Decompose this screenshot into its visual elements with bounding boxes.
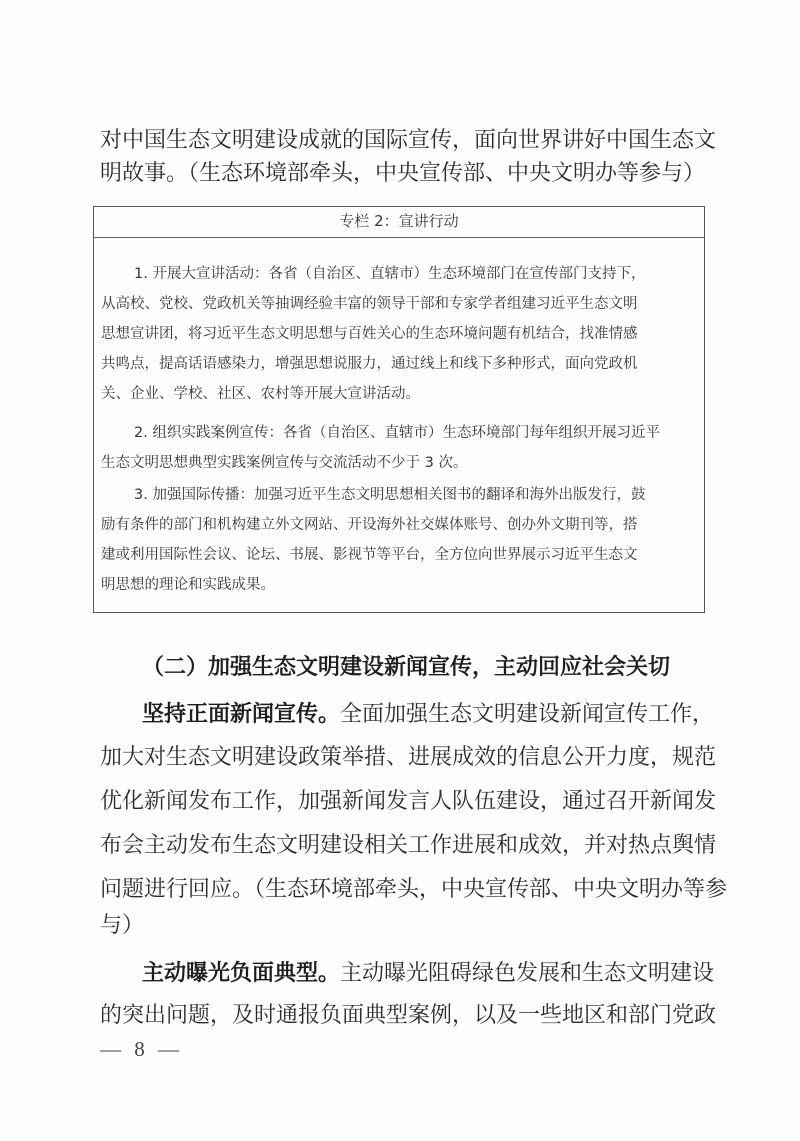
box-line: 思想宣讲团，将习近平生态文明思想与百姓关心的生态环境问题有机结合，找准情感	[101, 326, 638, 342]
intro-line: 对中国生态文明建设成就的国际宣传，面向世界讲好中国生态文	[100, 128, 717, 153]
section-heading: （二）加强生态文明建设新闻宣传，主动回应社会关切	[142, 654, 671, 680]
box-line: 2. 组织实践案例宣传：各省（自治区、直辖市）生态环境部门每年组织开展习近平	[134, 425, 660, 441]
paragraph-first-line	[142, 958, 762, 989]
box-line: 3. 加强国际传播：加强习近平生态文明思想相关图书的翻译和海外出版发行，鼓	[134, 487, 646, 503]
page-number: — 8 —	[100, 1037, 183, 1061]
paragraph-text: 全面加强生态文明建设新闻宣传工作，	[340, 702, 715, 727]
intro-line: 明故事。（生态环境部牵头，中央宣传部、中央文明办等参与）	[100, 161, 706, 186]
paragraph-lead: 主动曝光负面典型。	[142, 960, 341, 986]
paragraph-line: 加大对生态文明建设政策举措、进展成效的信息公开力度，规范	[100, 745, 717, 770]
paragraph-text: 主动曝光阻碍绿色发展和生态文明建设	[340, 961, 715, 986]
paragraph-line: 的突出问题，及时通报负面典型案例，以及一些地区和部门党政	[100, 1003, 717, 1028]
box-line: 关、企业、学校、社区、农村等开展大宣讲活动。	[101, 386, 420, 402]
box-line: 从高校、党校、党政机关等抽调经验丰富的领导干部和专家学者组建习近平生态文明	[101, 296, 638, 312]
box-line: 生态文明思想典型实践案例宣传与交流活动不少于 3 次。	[101, 455, 468, 471]
column-box-2	[93, 206, 705, 613]
box-line: 建或利用国际性会议、论坛、书展、影视节等平台，全方位向世界展示习近平生态文	[101, 547, 638, 563]
box-line: 明思想的理论和实践成果。	[101, 577, 275, 593]
box-line: 共鸣点，提高话语感染力，增强思想说服力，通过线上和线下多种形式，面向党政机	[101, 356, 638, 372]
paragraph-line: 与）	[100, 913, 145, 938]
paragraph-line: 问题进行回应。（生态环境部牵头，中央宣传部、中央文明办等参	[100, 877, 728, 902]
paragraph-line: 优化新闻发布工作，加强新闻发言人队伍建设，通过召开新闻发	[100, 789, 717, 814]
column-box-title: 专栏 2：宣讲行动	[94, 207, 704, 238]
box-line: 1. 开展大宣讲活动：各省（自治区、直辖市）生态环境部门在宣传部门支持下，	[134, 266, 646, 282]
box-line: 励有条件的部门和机构建立外文网站、开设海外社交媒体账号、创办外文期刊等，搭	[101, 517, 638, 533]
paragraph-line: 布会主动发布生态文明建设相关工作进展和成效，并对热点舆情	[100, 833, 717, 858]
paragraph-first-line	[142, 699, 762, 730]
paragraph-lead: 坚持正面新闻宣传。	[142, 701, 341, 727]
